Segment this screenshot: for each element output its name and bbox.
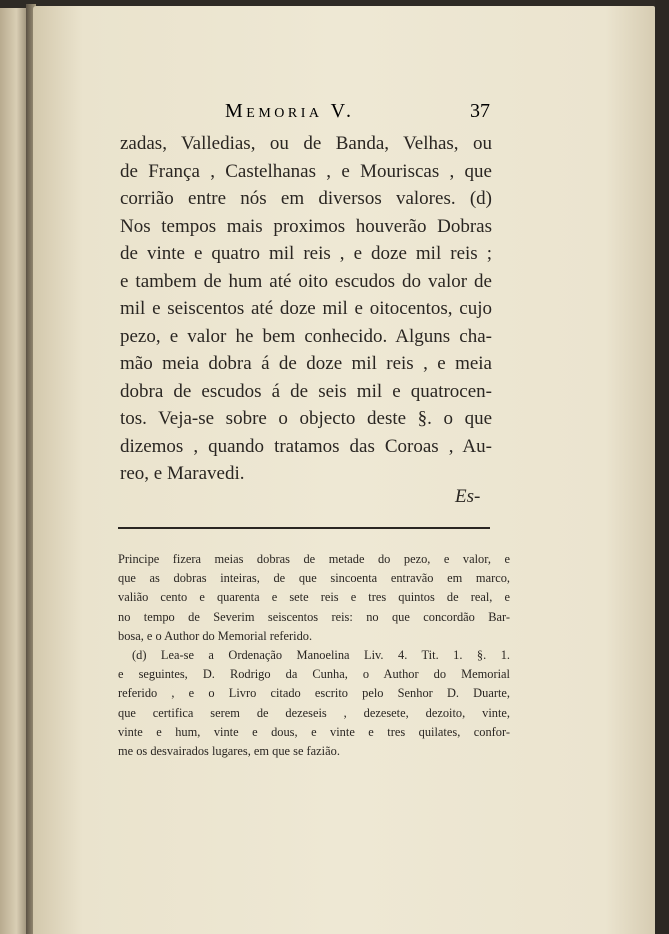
footnote-line: que certifica serem de dezeseis , dezesete, dezoito, vinte,	[118, 705, 510, 720]
body-line: de França , Castelhanas , e Mouriscas , que	[120, 160, 492, 182]
footnote-line: bosa, e o Author do Memorial referido.	[118, 628, 313, 643]
footnote-line: me os desvairados lugares, em que se fazião.	[118, 743, 340, 758]
body-line: dizemos , quando tratamos das Coroas , Au-	[120, 435, 492, 457]
footnote-line: no tempo de Severim seiscentos reis: no que concordão Bar-	[118, 609, 510, 624]
footnote-line: vinte e hum, vinte e dous, e vinte e tres quilates, confor-	[118, 724, 510, 739]
running-head-title: Memoria V.	[225, 100, 355, 122]
footnote-line: e seguintes, D. Rodrigo da Cunha, o Author do Memorial	[118, 667, 510, 682]
running-head	[225, 100, 490, 126]
footnote-line: (d) Lea-se a Ordenação Manoelina Liv. 4. Tit. 1. §. 1.	[132, 647, 510, 662]
body-line: e tambem de hum até oito escudos do valor de	[120, 270, 492, 292]
footnote-line: valião cento e quarenta e sete reis e tres quintos de real, e	[118, 590, 510, 605]
body-line: dobra de escudos á de seis mil e quatrocen-	[120, 380, 492, 402]
body-line: corrião entre nós em diversos valores. (d)	[120, 188, 492, 209]
page-number: 37	[470, 100, 490, 122]
footnote-line: Principe fizera meias dobras de metade do pezo, e valor, e	[118, 552, 510, 566]
body-line: mão meia dobra á de doze mil reis , e meia	[120, 353, 492, 374]
body-line: tos. Veja-se sobre o objecto deste §. o que	[120, 408, 492, 429]
footnote-line: que as dobras inteiras, de que sincoenta entravão em marco,	[118, 571, 510, 586]
footnote-line: referido , e o Livro citado escrito pelo Senhor D. Duarte,	[118, 686, 510, 701]
scan-background	[655, 0, 669, 934]
body-line: reo, e Maravedi.	[120, 463, 245, 484]
footnote-rule	[118, 527, 490, 529]
body-line: de vinte e quatro mil reis , e doze mil reis ;	[120, 243, 492, 264]
footnotes	[118, 550, 510, 761]
catchword: Es-	[455, 486, 481, 507]
body-line: Nos tempos mais proximos houverão Dobras	[120, 215, 492, 237]
body-text	[120, 130, 492, 488]
body-line: mil e seiscentos até doze mil e oitocentos, cujo	[120, 298, 492, 319]
body-line: zadas, Valledias, ou de Banda, Velhas, ou	[120, 133, 492, 154]
body-line: pezo, e valor he bem conhecido. Alguns cha-	[120, 325, 492, 347]
